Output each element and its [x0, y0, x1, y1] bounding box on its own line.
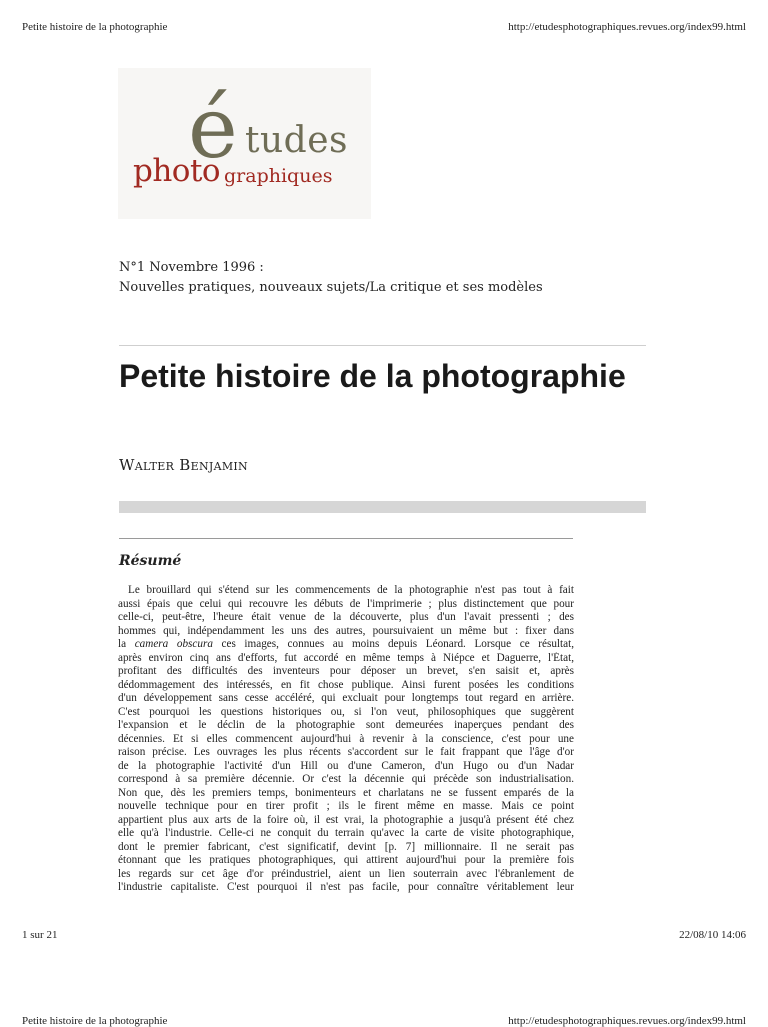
resume-line: celle-ci, peut-être, l'heure était venue de la découverte, plus d'un l'avait pressenti ; des: [118, 611, 574, 624]
abstract-divider: [119, 538, 573, 539]
resume-line: nouvelle technique pour en tirer profit ; ils le firent même en masse. Mais ce point: [118, 800, 574, 813]
resume-line: décennies. Et si elles commencent aujourd'hui à revenir à la conscience, c'est pour une: [118, 732, 574, 745]
title-divider: [119, 345, 646, 346]
next-page-header-url[interactable]: http://etudesphotographiques.revues.org/index99.html: [508, 1015, 746, 1027]
resume-line: hommes qui, indépendamment les uns des autres, poursuivaient un même but : fixer dans: [118, 624, 574, 637]
resume-line: appartient plus aux arts de la foire où, il est vrai, la photographie a jusqu'à présent été chez: [118, 813, 574, 826]
resume-heading: Résumé: [119, 553, 182, 569]
print-footer-page: 1 sur 21: [22, 929, 58, 941]
resume-line: étonnant que les pratiques photographiques, qui attirent aujourd'hui pour la première fois: [118, 854, 574, 867]
resume-line: dédommagement des intéressés, en fit chose publique. Ainsi furent posées les conditions: [118, 678, 574, 691]
logo-letter-e: é: [188, 79, 238, 177]
resume-line: correspond à sa première décennie. Or c'est la décennie qui précède son industrialisation.: [118, 773, 574, 786]
resume-line: de la photographie l'activité d'un Hill ou d'une Cameron, d'un Hugo ou d'un Nadar: [118, 759, 574, 772]
resume-line: aussi épais que celui qui recouvre les débuts de l'imprimerie ; plus distinctement que pour: [118, 597, 574, 610]
logo-word-tudes: tudes: [245, 120, 348, 161]
resume-line: Non que, dès les premiers temps, bonimenteurs et charlatans ne se fussent emparés de la: [118, 786, 574, 799]
resume-text: [118, 584, 574, 894]
issue-theme[interactable]: Nouvelles pratiques, nouveaux sujets/La critique et ses modèles: [119, 280, 543, 295]
logo-word-photo: photo: [133, 153, 221, 189]
resume-line: l'industrie capitaliste. C'est pourquoi il n'est pas facile, pour connaître véritablement leur: [118, 881, 574, 894]
logo-word-graphiques: graphiques: [224, 165, 333, 187]
article-author[interactable]: Walter Benjamin: [119, 456, 248, 474]
journal-logo[interactable]: [118, 68, 371, 219]
article-title: Petite histoire de la photographie: [119, 358, 626, 394]
print-header-url[interactable]: http://etudesphotographiques.revues.org/index99.html: [508, 21, 746, 33]
resume-line: Le brouillard qui s'étend sur les commencements de la photographie n'est pas tout à fait: [128, 584, 574, 596]
resume-line: la camera obscura ces images, connues au moins depuis Léonard. Lorsque ce résultat,: [118, 638, 574, 651]
print-header-title: Petite histoire de la photographie: [22, 21, 168, 33]
resume-line: C'est pourquoi les questions historiques ou, si l'on veut, philosophiques que suggèrent: [118, 705, 574, 718]
resume-line: l'expansion et le déclin de la photographie sont demeurées inaperçues pendant des: [118, 719, 574, 732]
resume-line: elle qu'à l'industrie. Celle-ci ne conquit du terrain qu'avec la carte de visite photographique,: [118, 827, 574, 840]
resume-line: après environ cinq ans d'efforts, fut accordé en même temps à Niépce et Daguerre, l'État,: [118, 651, 574, 664]
print-footer-datetime: 22/08/10 14:06: [679, 929, 746, 941]
section-bar: [119, 501, 646, 513]
issue-info: [119, 258, 543, 298]
issue-number[interactable]: N°1 Novembre 1996 :: [119, 260, 264, 275]
resume-line: les regards sur cet âge d'or préindustriel, aient un lien souterrain avec l'ébranlement de: [118, 867, 574, 880]
resume-line: profitant des difficultés des inventeurs pour déposer un brevet, s'en saisit et, après: [118, 665, 574, 678]
resume-line: dont le premier fabricant, c'est significatif, devint [p. 7] millionnaire. Il ne serait pas: [118, 840, 574, 853]
resume-line: d'un développement sans cesse accéléré, qui excluait pour longtemps tout regard en arrière.: [118, 692, 574, 705]
next-page-header-title: Petite histoire de la photographie: [22, 1015, 168, 1027]
resume-line: raison précise. Les ouvrages les plus récents s'accordent sur le fait frappant que l'âge d'or: [118, 746, 574, 759]
